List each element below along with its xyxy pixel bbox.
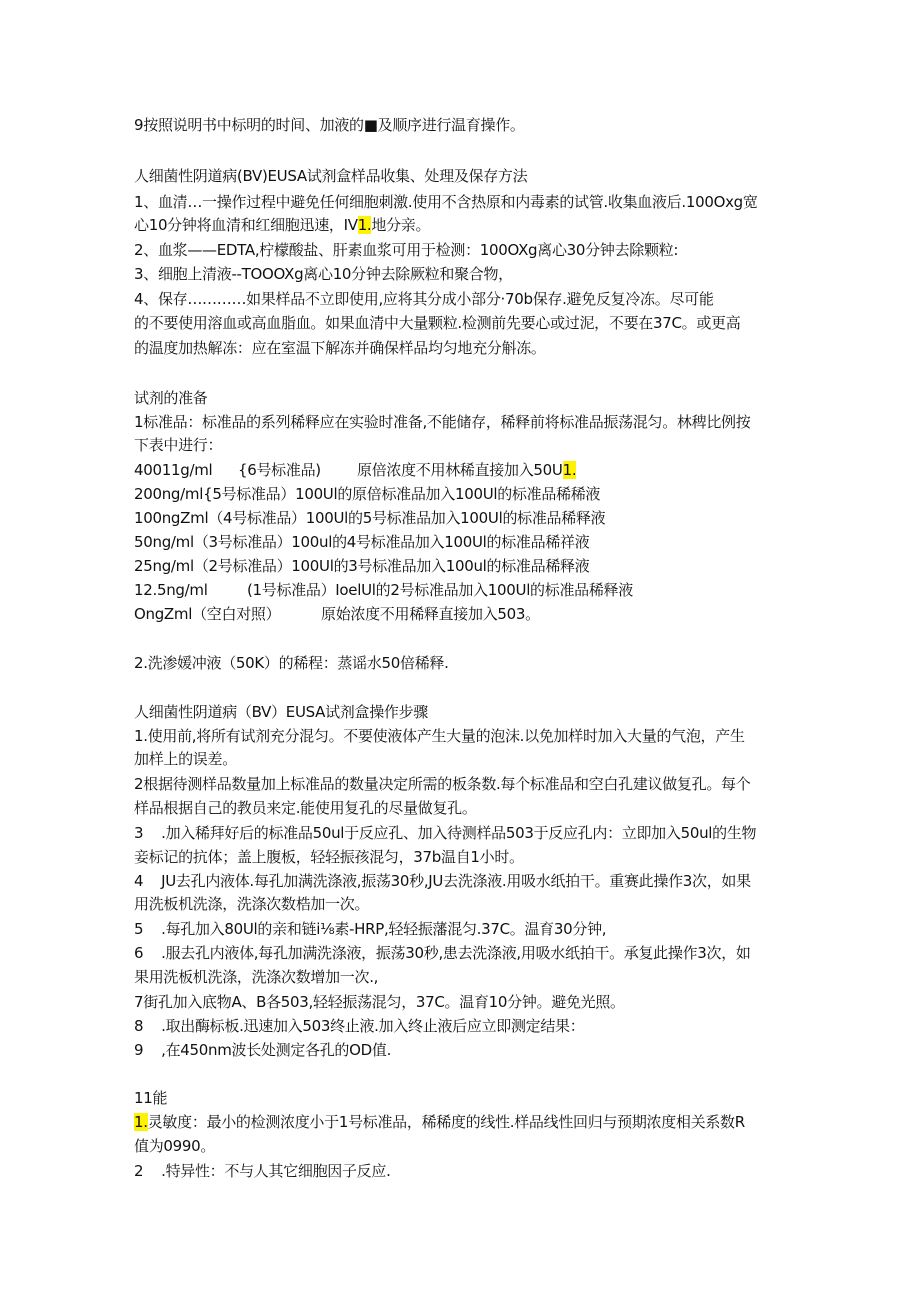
step-5: 5 .每孔加入80Ul的亲和链i⅛素-HRP,轻轻振藩混匀.37C。温育30分钟, bbox=[134, 920, 607, 938]
dilution-row-3: 100ngZml（4号标准品）100Ul的5号标准品加入100Ul的标准品稀释液 bbox=[134, 509, 606, 527]
step-2-line-1: 2根据待测样品数量加上标准品的数量决定所需的板条数.每个标准品和空白孔建议做复孔。每个 bbox=[134, 775, 751, 793]
dilution-row-7-conc: OngZml（空白对照） bbox=[134, 605, 281, 623]
step-9: 9 ,在450nm波长处测定各孔的OD值. bbox=[134, 1041, 392, 1059]
sample-item-4-line-2: 的不要使用溶血或高血脂血。如果血清中大量颗粒.检测前先要心或过泥，不要在37C。或更高 bbox=[134, 314, 741, 332]
step-4-line-1: 4 JU去孔内液体.每孔加满洗涤液,振荡30秒,JU去洗涤液.用吸水纸拍干。重赛此操作3次，如果 bbox=[134, 872, 751, 890]
dilution-row-7-desc: 原始浓度不用稀释直接加入503。 bbox=[321, 605, 540, 623]
step-6-line-2: 果用洗板机洗涤，洗涤次数增加一次., bbox=[134, 968, 379, 986]
performance-item-2: 2 .特异性：不与人其它细胞因子反应. bbox=[134, 1162, 391, 1180]
dilution-row-7 bbox=[134, 603, 784, 625]
sample-item-1-line-2 bbox=[134, 214, 784, 236]
dilution-row-2: 200ng/ml{5号标准品）100Ul的原倍标准品加入100Ul的标准品稀稀液 bbox=[134, 485, 601, 503]
step-7: 7街孔加入底物A、B各503,轻轻振荡混匀，37C。温育10分钟。避免光照。 bbox=[134, 993, 625, 1011]
dilution-row-4: 50ng/ml（3号标准品）100ul的4号标准品加入100Ul的标准品稀祥液 bbox=[134, 533, 590, 551]
reagent-para-1-line-1: 1标准品：标准品的系列稀释应在实验时准备,不能储存，稀释前将标准品振荡混匀。林稗比例按 bbox=[134, 413, 751, 431]
highlight-mark: 1. bbox=[134, 1113, 148, 1131]
performance-section-title: 11能 bbox=[134, 1089, 168, 1107]
sample-item-4-line-3: 的温度加热解冻：应在室温下解冻并确保样品均匀地充分斛冻。 bbox=[134, 339, 546, 357]
intro-line: 9按照说明书中标明的时间、加液的■及顺序进行温育操作。 bbox=[134, 116, 525, 134]
sample-item-2: 2、血浆——EDTA,柠檬酸盐、肝素血浆可用于检测：100OXg离心30分钟去除颗粒: bbox=[134, 241, 679, 259]
dilution-row-6 bbox=[134, 579, 784, 601]
step-6-line-1: 6 .服去孔内液体,每孔加满洗涤液，振荡30秒,患去洗涤液,用吸水纸拍干。承复此操作3次，如 bbox=[134, 944, 751, 962]
performance-item-1-line-1 bbox=[134, 1111, 784, 1133]
sample-item-1-tail: 地分亲。 bbox=[371, 216, 431, 234]
dilution-row-6-conc: 12.5ng/ml bbox=[134, 581, 208, 599]
highlight-mark: 1. bbox=[357, 216, 372, 234]
reagent-para-1-line-2: 下表中进行： bbox=[134, 436, 223, 454]
performance-item-1-line-2: 值为0990。 bbox=[134, 1137, 216, 1155]
performance-item-1-text: 灵敏度：最小的检测浓度小于1号标准品，稀稀度的线性.样品线性回归与预期浓度相关系数R bbox=[147, 1113, 745, 1131]
dilution-row-5: 25ng/ml（2号标准品）100Ul的3号标准品加入100ul的标准品稀释液 bbox=[134, 557, 590, 575]
dilution-row-1 bbox=[134, 459, 784, 481]
step-1-line-2: 加样上的误差。 bbox=[134, 750, 237, 768]
reagent-para-2: 2.洗渗媛冲液（50K）的稀程：蒸谣水50倍稀释. bbox=[134, 654, 449, 672]
dilution-row-1-label: {6号标准品) bbox=[238, 461, 321, 479]
reagent-section-title: 试剂的准备 bbox=[134, 389, 208, 407]
step-4-line-2: 用洗板机洗涤，洗涤次数梏加一次。 bbox=[134, 895, 370, 913]
sample-item-4-line-1: 4、保存…………如果样品不立即使用,应将其分成小部分·70b保存.避免反复冷冻。尽可能 bbox=[134, 290, 714, 308]
steps-section-title: 人细菌性阴道病（BV）EUSA试剂盒操作步骤 bbox=[134, 703, 429, 721]
dilution-row-6-desc: (1号标准品）IoelUl的2号标准品加入100Ul的标准品稀释液 bbox=[247, 581, 633, 599]
step-8: 8 .取出酶标板.迅速加入503终止液.加入终止液后应立即测定结果： bbox=[134, 1017, 585, 1035]
sample-item-1-text: 心10分钟将血清和红细胞迅速，IV bbox=[134, 216, 358, 234]
dilution-row-1-desc-text: 原倍浓度不用林稀直接加入50U bbox=[357, 461, 563, 479]
highlight-mark: 1. bbox=[562, 461, 577, 479]
step-3-line-2: 妾标记的抗体；盖上腹板，轻轻振孩混匀，37b温自1小时。 bbox=[134, 848, 524, 866]
dilution-row-1-conc: 40011g/ml bbox=[134, 461, 213, 479]
sample-section-title: 人细菌性阴道病(BV)EUSA试剂盒样品收集、处理及保存方法 bbox=[134, 167, 528, 185]
step-3-line-1: 3 .加入稀拜好后的标准品50ul于反应孔、加入待测样品503于反应孔内：立即加入50ul的生物 bbox=[134, 824, 757, 842]
sample-item-3: 3、细胞上清液--TOOOXg离心10分钟去除厥粒和聚合物， bbox=[134, 265, 513, 283]
sample-item-1-line-1: 1、血清…一操作过程中避免任何细胞刺激.使用不含热原和内毒素的试管.收集血液后.100Oxg宽 bbox=[134, 193, 758, 211]
step-1-line-1: 1.使用前,将所有试剂充分混匀。不要使液体产生大量的泡沫.以免加样时加入大量的气泡，产生 bbox=[134, 727, 745, 745]
step-2-line-2: 样品根据自己的教员来定.能使用复孔的尽量做复孔。 bbox=[134, 799, 477, 817]
dilution-row-1-desc bbox=[357, 459, 576, 481]
